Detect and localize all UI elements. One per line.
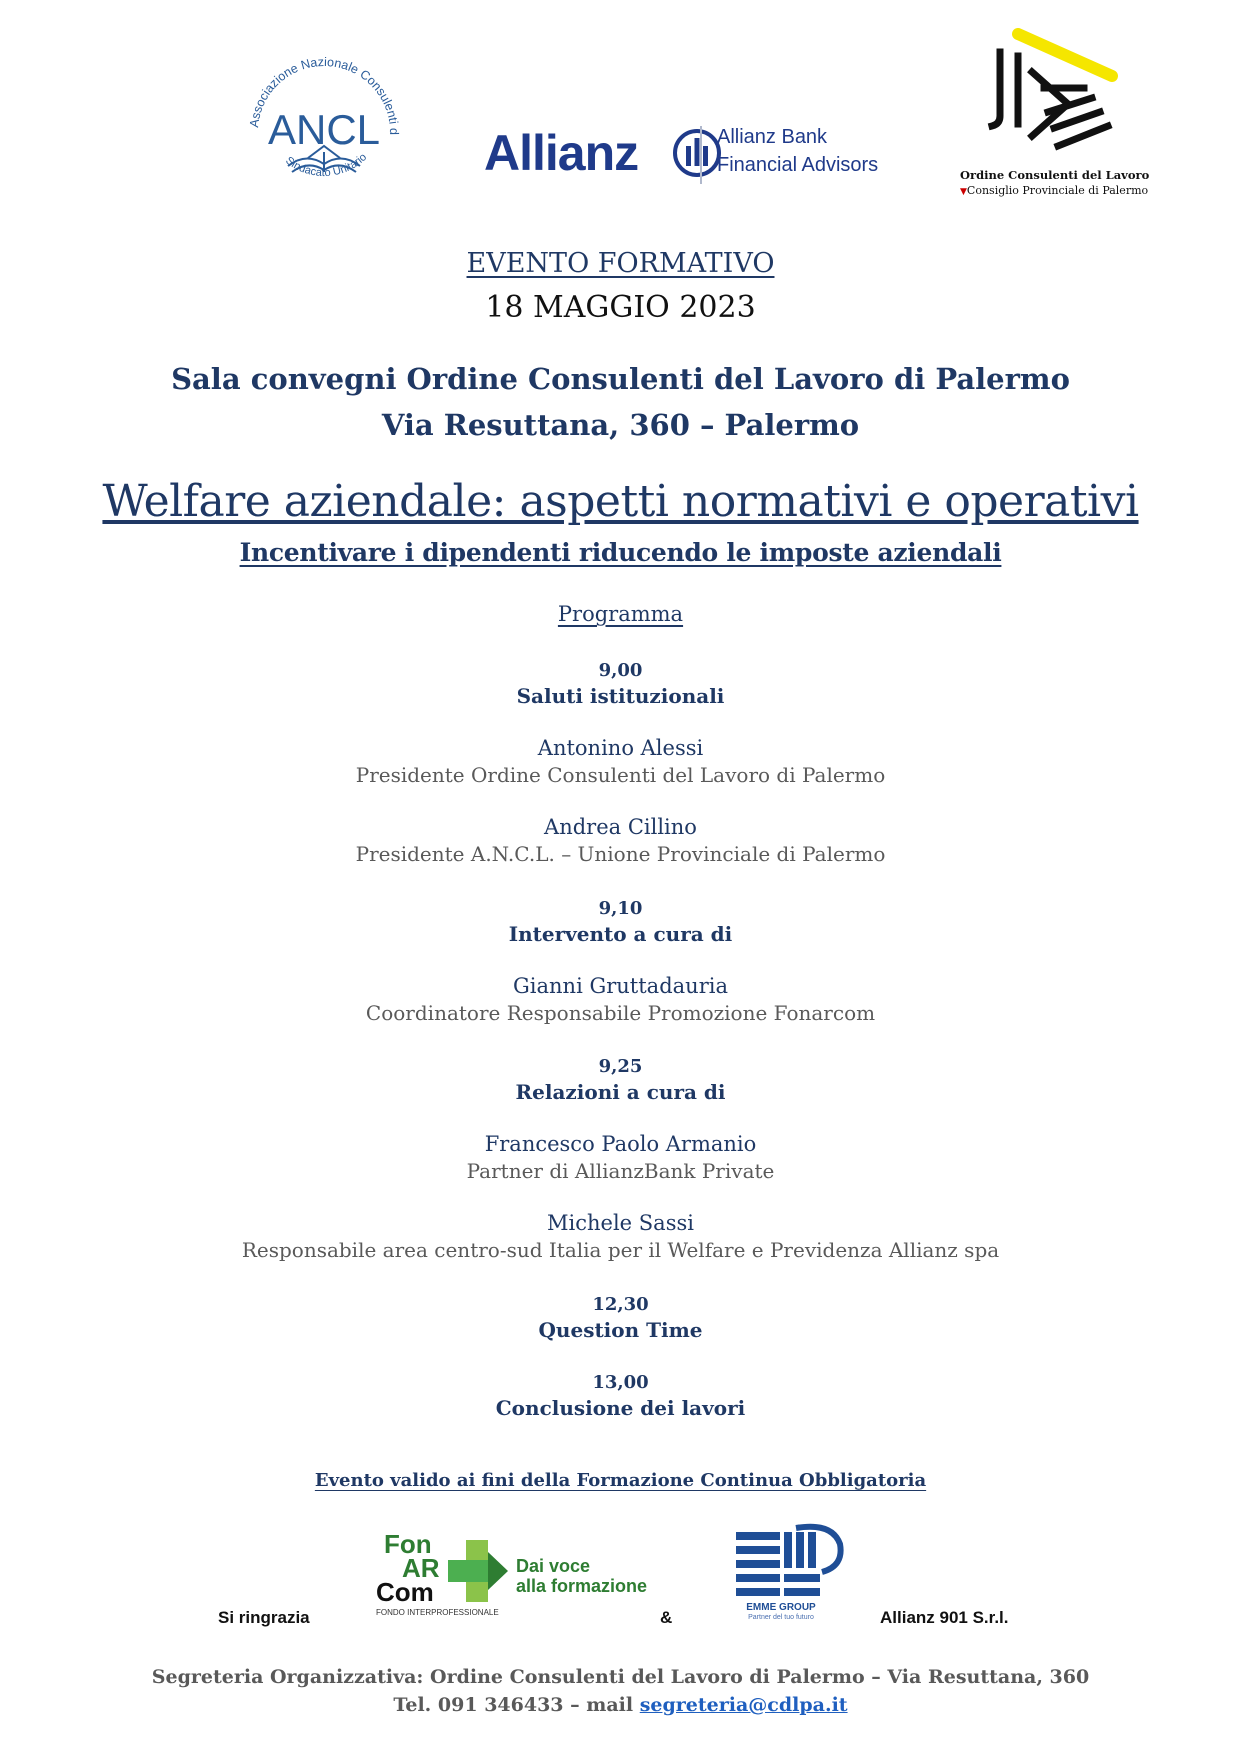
slot-time: 9,10: [598, 898, 643, 919]
ampersand: &: [660, 1608, 673, 1627]
ancl-main-text: ANCL: [267, 106, 381, 153]
svg-text:Sindacato Unitario: [283, 151, 369, 179]
event-title: Welfare aziendale: aspetti normativi e operativi: [102, 476, 1139, 527]
slot-time: 9,00: [598, 660, 643, 681]
speaker-name: Gianni Gruttadauria: [513, 974, 728, 998]
speaker-name: Antonino Alessi: [537, 736, 704, 760]
slot-label: Relazioni a cura di: [515, 1080, 726, 1104]
event-type: EVENTO FORMATIVO: [466, 248, 775, 279]
ancl-ring-text: Associazione Nazionale Consulenti d: [247, 54, 402, 135]
email-link[interactable]: segreteria@cdlpa.it: [639, 1694, 848, 1716]
emme-tag: Partner del tuo futuro: [748, 1614, 814, 1621]
ancl-bottom-text: Sindacato Unitario: [283, 151, 370, 180]
allianz-logo: [484, 118, 904, 198]
slot-label: Intervento a cura di: [508, 922, 733, 946]
footer-tel: Tel. 091 346433 – mail: [393, 1694, 640, 1716]
speaker-role: Presidente Ordine Consulenti del Lavoro di Palermo: [355, 763, 886, 787]
ordine-logo: [960, 28, 1160, 203]
slot-label: Saluti istituzionali: [516, 684, 725, 708]
speaker-role: Presidente A.N.C.L. – Unione Provinciale di Palermo: [355, 842, 886, 866]
footer-secretariat: Segreteria Organizzativa: Ordine Consulenti del Lavoro di Palermo – Via Resuttana, 360: [151, 1666, 1090, 1688]
speaker-name: Francesco Paolo Armanio: [484, 1132, 757, 1156]
ancl-logo: [236, 40, 411, 200]
allianz-advisors-label: Financial Advisors: [717, 154, 879, 176]
emme-name: EMME GROUP: [746, 1602, 816, 1613]
address: Via Resuttana, 360 – Palermo: [381, 408, 860, 442]
footer-contact: [0, 1694, 1241, 1716]
allianz-divider: [700, 126, 702, 184]
speaker-role: Responsabile area centro-sud Italia per il Welfare e Previdenza Allianz spa: [241, 1238, 1000, 1262]
validity-note: Evento valido ai fini della Formazione Continua Obbligatoria: [314, 1470, 927, 1491]
fonarcom-com: Com: [376, 1577, 434, 1607]
fonarcom-sub: FONDO INTERPROFESSIONALE: [376, 1608, 499, 1617]
allianz-eagle-icon: [672, 128, 722, 178]
ordine-emblem-icon: [960, 28, 1160, 168]
thanks-label: Si ringrazia: [218, 1608, 310, 1627]
speaker-role: Coordinatore Responsabile Promozione Fonarcom: [365, 1001, 876, 1025]
fonarcom-fon: Fon: [384, 1529, 432, 1559]
event-date: 18 MAGGIO 2023: [485, 290, 756, 325]
fonarcom-logo: [372, 1529, 662, 1622]
programma-heading: Programma: [557, 602, 684, 626]
ordine-name: Ordine Consulenti del Lavoro: [960, 168, 1150, 182]
speaker-name: Michele Sassi: [547, 1211, 694, 1235]
allianz-bank-label: Allianz Bank: [717, 126, 828, 148]
ordine-council-text: Consiglio Provinciale di Palermo: [966, 184, 1149, 197]
speaker-role: Partner di AllianzBank Private: [466, 1159, 775, 1183]
venue: Sala convegni Ordine Consulenti del Lavoro di Palermo: [171, 362, 1070, 396]
emme-group-logo: [736, 1522, 846, 1622]
emme-emblem-icon: [736, 1522, 846, 1602]
slot-time: 12,30: [592, 1294, 649, 1315]
slot-time: 13,00: [592, 1372, 649, 1393]
event-subtitle: Incentivare i dipendenti riducendo le imposte aziendali: [239, 538, 1002, 567]
sponsor-name: Allianz 901 S.r.l.: [880, 1608, 1009, 1627]
slot-label: Question Time: [538, 1318, 703, 1342]
slot-time: 9,25: [598, 1056, 643, 1077]
fonarcom-ar: AR: [402, 1553, 440, 1583]
fonarcom-tag2: alla formazione: [516, 1576, 648, 1596]
slot-label: Conclusione dei lavori: [495, 1396, 746, 1420]
ordine-council: [960, 184, 1160, 197]
speaker-name: Andrea Cillino: [544, 815, 697, 839]
fonarcom-tag1: Dai voce: [516, 1556, 591, 1576]
plus-arrow-icon: [448, 1540, 508, 1602]
triangle-down-icon: ▼: [960, 187, 967, 197]
allianz-wordmark: Allianz: [484, 125, 639, 181]
